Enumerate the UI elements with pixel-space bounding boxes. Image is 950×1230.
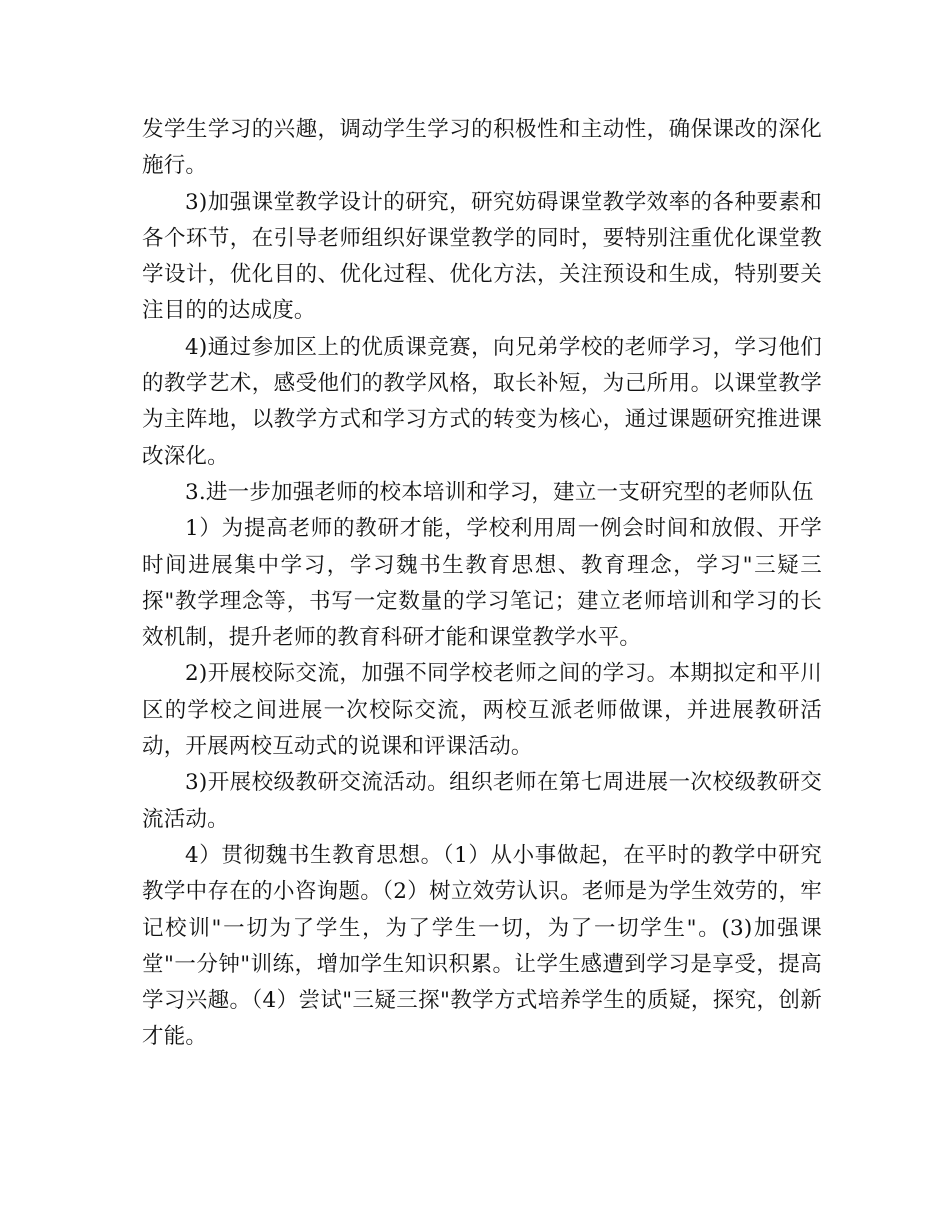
paragraph-item-4-quality-lesson-contest: 4)通过参加区上的优质课竞赛，向兄弟学校的老师学习，学习他们的教学艺术，感受他们的教学风格，取长补短，为己所用。以课堂教学为主阵地，以教学方式和学习方式的转变为核心，通过课题研究推进课改深化。 [142,334,822,469]
paragraph-item-4-education-thought: 4）贯彻魏书生教育思想。（1）从小事做起，在平时的教学中研究教学中存在的小咨询题。（2）树立效劳认识。老师是为学生效劳的，牢记校训"一切为了学生，为了学生一切，为了一切学生"。(3)加强课堂"一分钟"训练，增加学生知识积累。让学生感遭到学习是享受，提高学习兴趣。（4）尝试"三疑三探"教学方式培养学生的质疑，探究，创新才能。 [142,842,822,1050]
document-body [142,112,822,1056]
paragraph-item-3-school-research-activity: 3)开展校级教研交流活动。组织老师在第七周进展一次校级教研交流活动。 [142,770,822,832]
paragraph-item-3-classroom-design: 3)加强课堂教学设计的研究，研究妨碍课堂教学效率的各种要素和各个环节，在引导老师组织好课堂教学的同时，要特别注重优化课堂教学设计，优化目的、优化过程、优化方法，关注预设和生成，特别要关注目的的达成度。 [142,189,822,324]
paragraph-item-1-teaching-research: 1）为提高老师的教研才能，学校利用周一例会时间和放假、开学时间进展集中学习，学习魏书生教育思想、教育理念，学习"三疑三探"教学理念等，书写一定数量的学习笔记；建立老师培训和学习的长效机制，提升老师的教育科研才能和课堂教学水平。 [142,516,822,651]
section-heading-teacher-training: 3.进一步加强老师的校本培训和学习，建立一支研究型的老师队伍 [185,479,814,505]
paragraph-item-2-school-exchange: 2)开展校际交流，加强不同学校老师之间的学习。本期拟定和平川区的学校之间进展一次校际交流，两校互派老师做课，并进展教研活动，开展两校互动式的说课和评课活动。 [142,661,822,760]
paragraph-continuation: 发学生学习的兴趣，调动学生学习的积极性和主动性，确保课改的深化施行。 [142,117,822,179]
